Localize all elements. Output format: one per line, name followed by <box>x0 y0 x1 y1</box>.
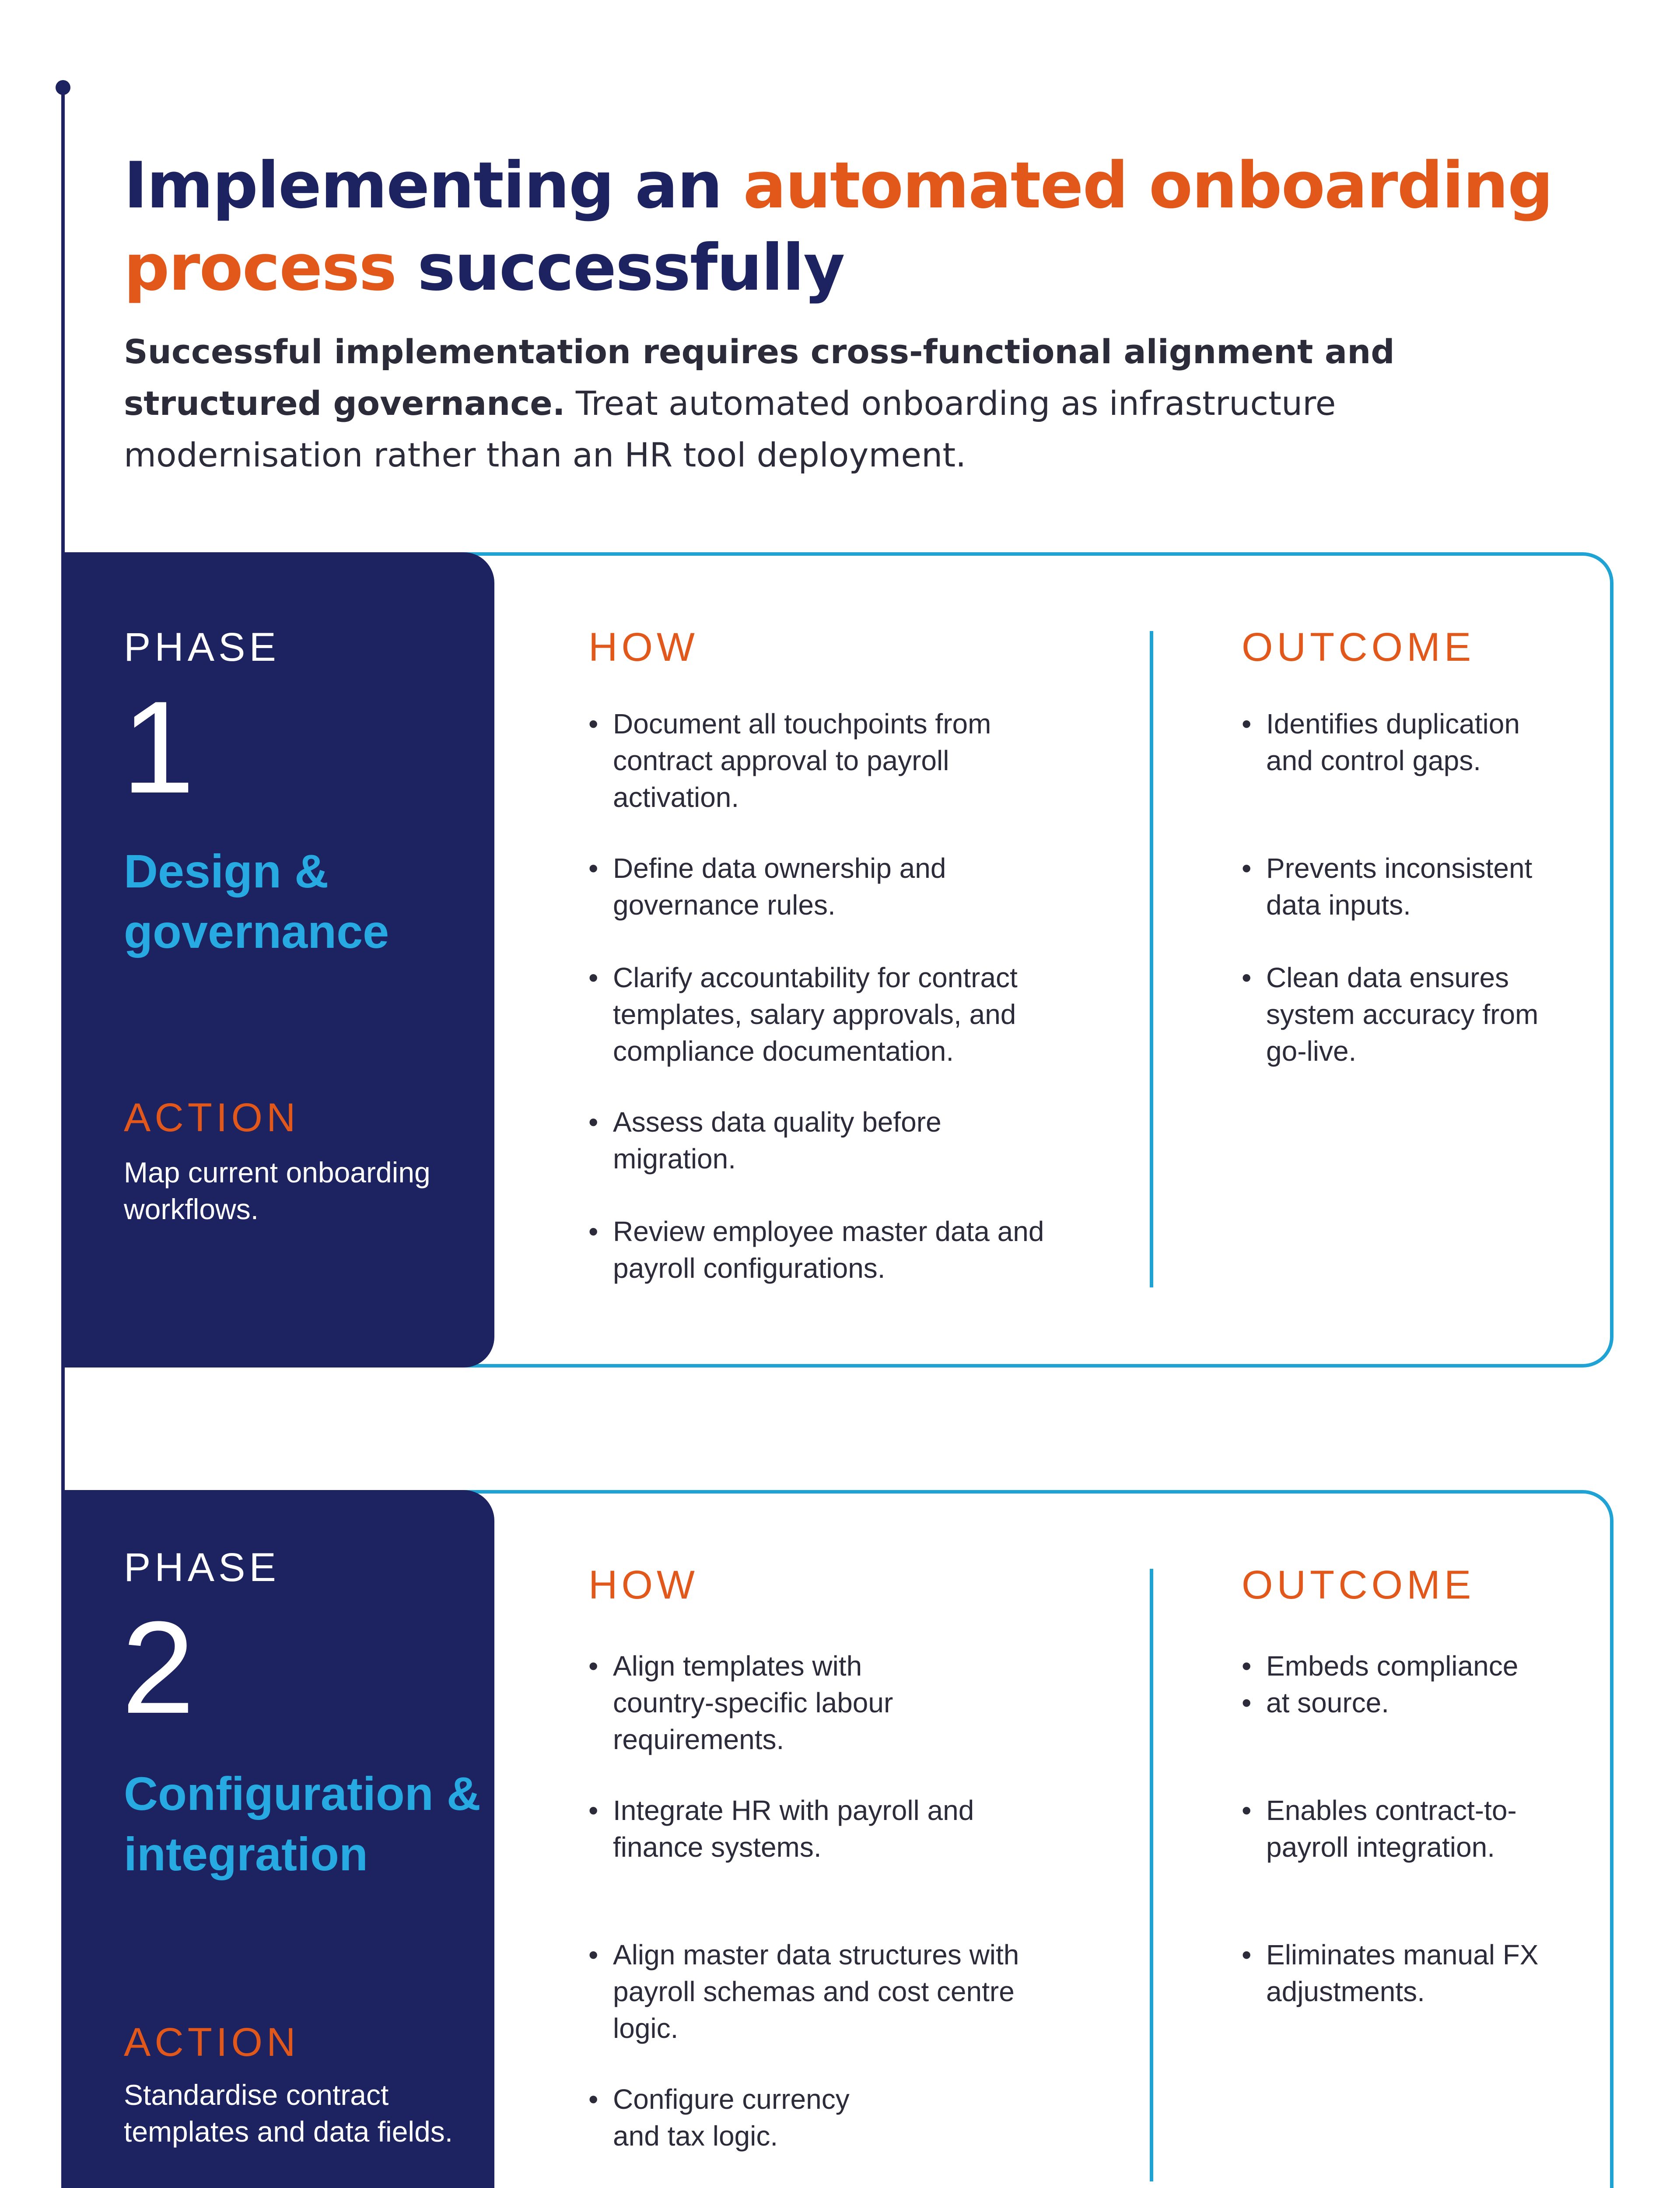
bullet-icon: • <box>588 1216 598 1247</box>
how-item: • Configure currency and tax logic. <box>588 2081 893 2154</box>
outcome-item: • Identifies duplication and control gaps. <box>1242 705 1572 779</box>
outcome-heading: OUTCOME <box>1242 1563 1475 1607</box>
outcome-heading: OUTCOME <box>1242 625 1475 670</box>
timeline-line <box>61 88 65 2188</box>
phase-label: PHASE <box>124 1545 280 1590</box>
how-item: • Integrate HR with payroll and finance systems. <box>588 1792 1050 1865</box>
outcome-item: • at source. <box>1242 1684 1572 1721</box>
action-label: ACTION <box>124 2020 300 2065</box>
how-item: • Align master data structures with payroll schemas and cost centre logic. <box>588 1936 1050 2047</box>
bullet-icon: • <box>588 1795 598 1826</box>
outcome-item: • Embeds compliance <box>1242 1648 1572 1684</box>
phase-name: Configuration & integration <box>124 1767 481 1880</box>
action-text: Map current onboarding workflows. <box>124 1156 430 1225</box>
bullet-icon: • <box>1242 708 1252 740</box>
column-divider <box>1150 1569 1153 2181</box>
bullet-icon: • <box>1242 852 1252 884</box>
bullet-icon: • <box>1242 1687 1252 1718</box>
bullet-icon: • <box>1242 1795 1252 1826</box>
bullet-icon: • <box>588 962 598 993</box>
title-accent: automated onboarding process <box>124 148 1553 305</box>
intro-bold: Successful implementation requires cross-functional alignment and structured governance. <box>124 332 1395 423</box>
bullet-icon: • <box>1242 962 1252 993</box>
bullet-icon: • <box>1242 1939 1252 1971</box>
outcome-item: • Clean data ensures system accuracy from go-live. <box>1242 959 1572 1069</box>
how-item: • Clarify accountability for contract templates, salary approvals, and compliance documentation. <box>588 959 1050 1069</box>
phase-side-panel <box>65 1490 494 2188</box>
title-part-1: Implementing an <box>124 148 743 223</box>
bullet-icon: • <box>588 852 598 884</box>
how-item: • Review employee master data and payroll configurations. <box>588 1213 1050 1287</box>
phase-side-panel <box>65 552 494 1368</box>
how-item: • Document all touchpoints from contract approval to payroll activation. <box>588 705 1050 816</box>
intro-rest: Treat automated onboarding as infrastructure modernisation rather than an HR tool deployment. <box>124 384 1336 474</box>
column-divider <box>1150 631 1153 1287</box>
phase-number: 2 <box>122 1594 195 1741</box>
phase-name: Design & governance <box>124 845 389 958</box>
outcome-item: • Enables contract-to-payroll integration. <box>1242 1792 1537 1865</box>
outcome-item: • Eliminates manual FX adjustments. <box>1242 1936 1572 2010</box>
how-item: • Align templates with country-specific labour requirements. <box>588 1648 928 1758</box>
how-heading: HOW <box>588 1563 699 1607</box>
phase-label: PHASE <box>124 625 280 670</box>
title-part-2: successfully <box>396 231 844 305</box>
phase-number: 1 <box>122 673 195 820</box>
action-text: Standardise contract templates and data fields. <box>124 2079 453 2148</box>
bullet-icon: • <box>588 1650 598 1682</box>
bullet-icon: • <box>588 708 598 740</box>
outcome-item: • Prevents inconsistent data inputs. <box>1242 850 1572 923</box>
timeline-start-dot <box>56 80 70 95</box>
bullet-icon: • <box>588 1939 598 1971</box>
bullet-icon: • <box>1242 1650 1252 1682</box>
bullet-icon: • <box>588 1106 598 1138</box>
bullet-icon: • <box>588 2083 598 2115</box>
action-label: ACTION <box>124 1095 300 1140</box>
how-item: • Define data ownership and governance rules. <box>588 850 1050 923</box>
intro-paragraph <box>124 326 1568 481</box>
phase-card-2 <box>65 1490 1614 2188</box>
how-item: • Assess data quality before migration. <box>588 1104 1050 1177</box>
phase-card-1 <box>65 552 1614 1368</box>
how-heading: HOW <box>588 625 699 670</box>
page-title <box>124 144 1568 309</box>
